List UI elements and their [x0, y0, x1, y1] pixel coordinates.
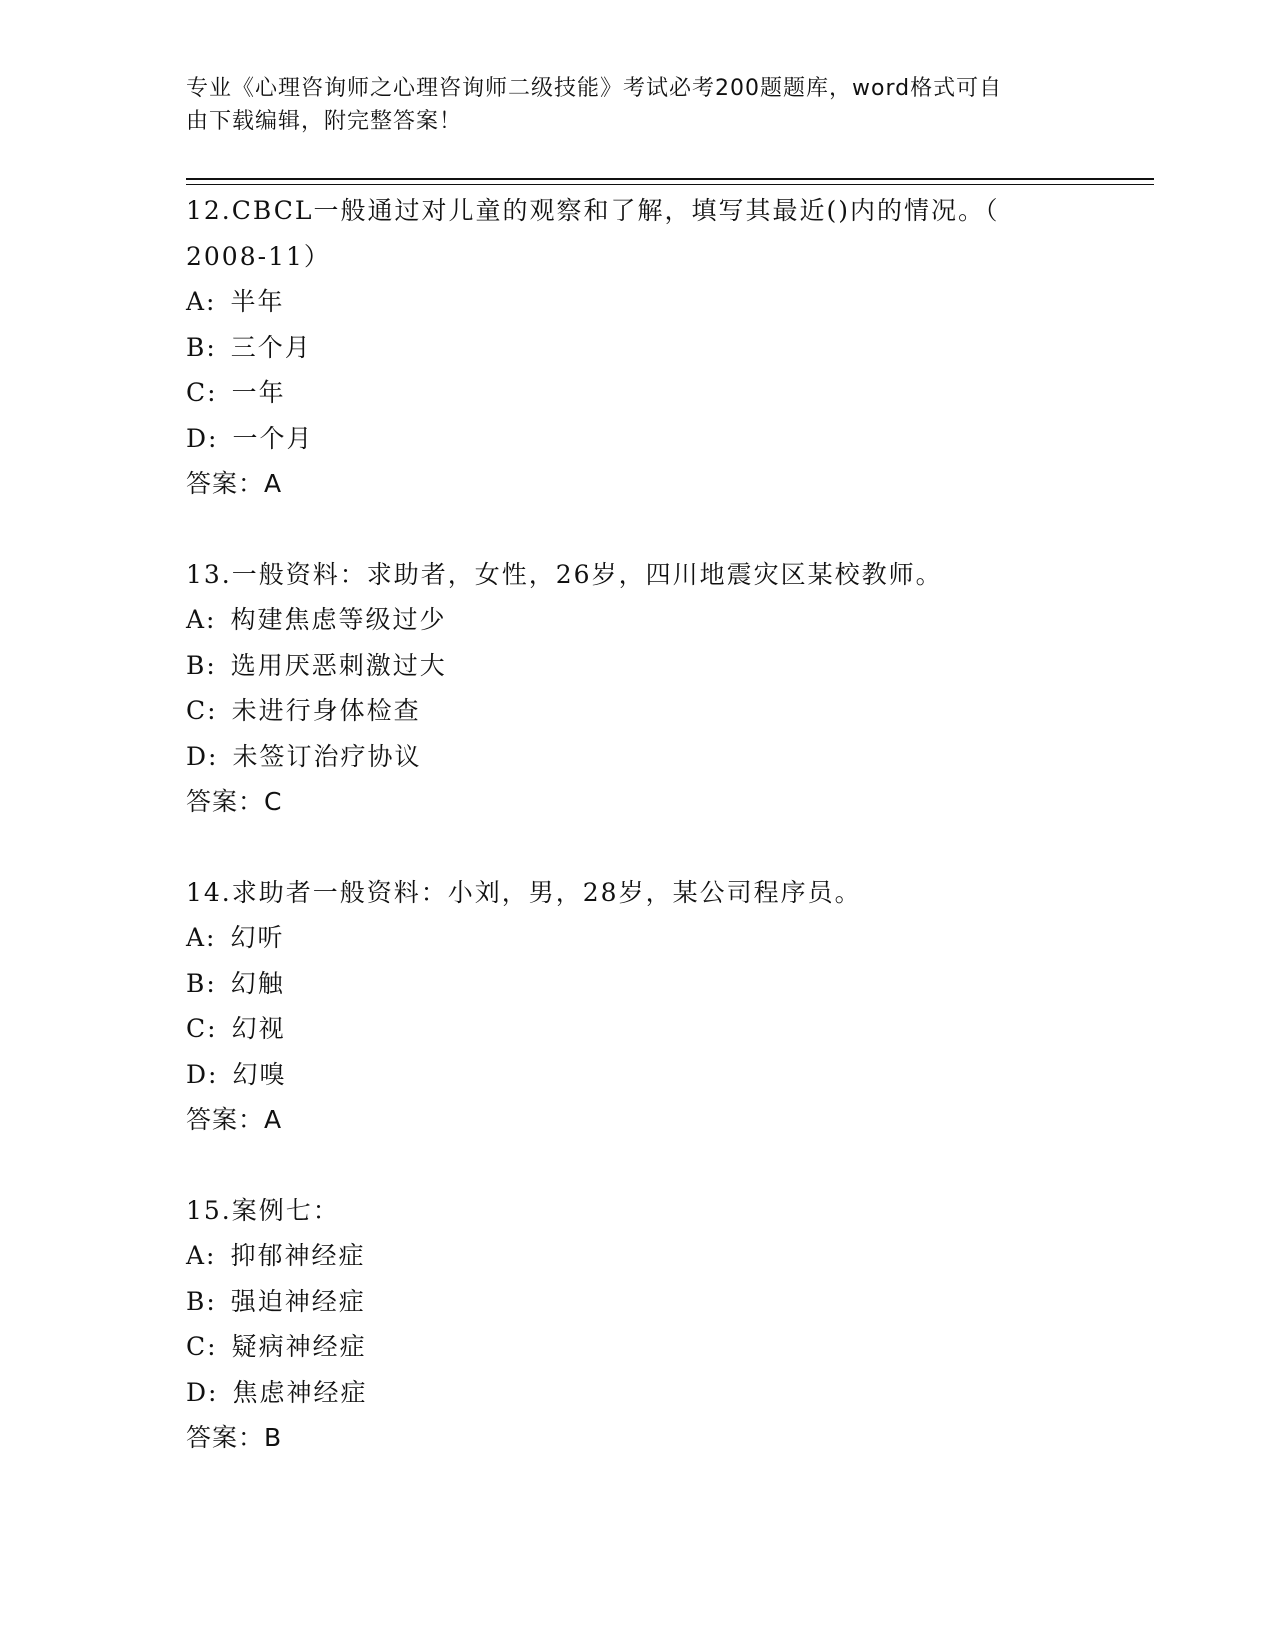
option-letter: B:	[186, 968, 217, 998]
question-15	[186, 1188, 1066, 1461]
header-divider-thick	[186, 178, 1154, 180]
option-c	[186, 688, 1066, 734]
option-text: 幻视	[231, 1014, 286, 1043]
option-text: 三个月	[230, 332, 312, 362]
option-letter: B:	[186, 1286, 217, 1316]
option-text: 未签订治疗协议	[232, 741, 422, 771]
option-text: 焦虑神经症	[232, 1377, 368, 1407]
option-letter: A:	[186, 287, 217, 316]
option-c	[186, 370, 1066, 416]
question-13	[186, 552, 1066, 825]
option-d	[186, 1370, 1066, 1416]
option-letter: C:	[186, 1014, 218, 1043]
option-text: 未进行身体检查	[231, 696, 421, 725]
option-d	[186, 734, 1066, 780]
option-letter: D:	[186, 423, 219, 453]
question-14	[186, 870, 1066, 1143]
option-letter: C:	[186, 1332, 218, 1361]
option-a	[186, 597, 1066, 643]
option-text: 一年	[231, 378, 286, 407]
option-b	[186, 961, 1066, 1007]
option-letter: A:	[186, 923, 217, 952]
option-text: 幻听	[230, 923, 285, 952]
option-c	[186, 1006, 1066, 1052]
option-letter: C:	[186, 696, 218, 725]
option-a	[186, 279, 1066, 325]
option-text: 半年	[230, 287, 285, 316]
option-text: 幻嗅	[232, 1059, 287, 1089]
header-divider-thin	[186, 184, 1154, 185]
answer-line: 答案：B	[186, 1423, 283, 1452]
option-text: 抑郁神经症	[230, 1241, 366, 1270]
option-letter: A:	[186, 605, 217, 634]
option-b	[186, 643, 1066, 689]
option-text: 构建焦虑等级过少	[230, 605, 447, 634]
option-letter: D:	[186, 741, 219, 771]
header-line-2: 由下载编辑，附完整答案！	[186, 109, 463, 134]
question-stem: 14.求助者一般资料：小刘，男，28岁，某公司程序员。	[186, 877, 862, 907]
option-text: 强迫神经症	[230, 1286, 366, 1316]
answer-line: 答案：C	[186, 787, 283, 816]
option-b	[186, 1279, 1066, 1325]
question-stem: 12.CBCL一般通过对儿童的观察和了解，填写其最近()内的情况。（	[186, 196, 1000, 225]
option-letter: D:	[186, 1377, 219, 1407]
header-line-1: 专业《心理咨询师之心理咨询师二级技能》考试必考200题题库，word格式可自	[186, 76, 1003, 101]
option-a	[186, 915, 1066, 961]
answer-line: 答案：A	[186, 1105, 283, 1134]
question-12	[186, 188, 1066, 507]
option-letter: B:	[186, 650, 217, 680]
question-stem-continuation: 2008-11）	[186, 241, 331, 271]
option-text: 幻触	[230, 968, 285, 998]
option-text: 一个月	[232, 423, 314, 453]
option-letter: C:	[186, 378, 218, 407]
option-letter: A:	[186, 1241, 217, 1270]
option-text: 疑病神经症	[231, 1332, 367, 1361]
question-stem: 13.一般资料：求助者，女性，26岁，四川地震灾区某校教师。	[186, 559, 943, 589]
answer-line: 答案：A	[186, 469, 283, 498]
option-c	[186, 1324, 1066, 1370]
option-letter: D:	[186, 1059, 219, 1089]
option-d	[186, 1052, 1066, 1098]
option-text: 选用厌恶刺激过大	[230, 650, 447, 680]
question-list	[186, 188, 1066, 1506]
option-b	[186, 325, 1066, 371]
option-d	[186, 416, 1066, 462]
option-a	[186, 1233, 1066, 1279]
question-stem: 15.案例七：	[186, 1195, 340, 1225]
option-letter: B:	[186, 332, 217, 362]
document-header	[186, 72, 1066, 138]
